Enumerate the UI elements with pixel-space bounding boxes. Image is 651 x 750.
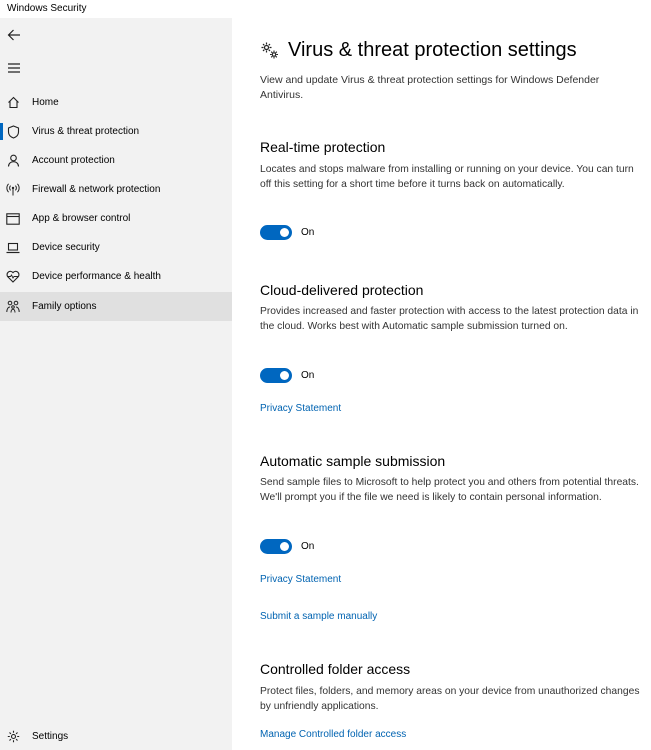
sidebar (0, 18, 232, 750)
family-icon (6, 300, 20, 314)
realtime-protection-title: Real-time protection (260, 139, 386, 155)
submit-sample-manually-link[interactable]: Submit a sample manually (260, 611, 378, 622)
sidebar-item-label: Device performance & health (32, 271, 161, 282)
sample-submission-toggle[interactable] (260, 539, 292, 554)
hamburger-menu-button[interactable] (6, 60, 22, 76)
sidebar-item-label: Virus & threat protection (32, 126, 140, 137)
cloud-protection-toggle-label: On (301, 370, 315, 381)
cloud-privacy-statement-link[interactable]: Privacy Statement (260, 403, 342, 414)
cloud-protection-toggle-row (260, 368, 314, 383)
realtime-protection-toggle-label: On (301, 227, 315, 238)
sidebar-item-label: Account protection (32, 155, 115, 166)
realtime-protection-toggle-row (260, 225, 314, 240)
sidebar-item-app-browser-control[interactable] (0, 204, 232, 233)
cloud-protection-title: Cloud-delivered protection (260, 282, 424, 298)
heart-pulse-icon (6, 270, 20, 284)
sample-submission-toggle-row (260, 539, 314, 554)
toggle-knob (280, 371, 289, 380)
sidebar-item-virus-threat-protection[interactable] (0, 117, 232, 146)
controlled-folder-access-title: Controlled folder access (260, 661, 411, 677)
sidebar-item-label: Settings (32, 730, 69, 742)
window-title: Windows Security (7, 3, 87, 14)
toggle-knob (280, 542, 289, 551)
sample-submission-description: Send sample files to Microsoft to help protect you and others from potential threats. We'll prompt you if the file we need is likely to contain personal information. (260, 477, 639, 503)
laptop-icon (6, 241, 20, 255)
realtime-protection-description: Locates and stops malware from installing or running on your device. You can turn off this setting for a short time before it turns back on automatically. (260, 164, 634, 190)
home-icon (6, 96, 20, 110)
page-title-text: Virus & threat protection settings (288, 39, 577, 61)
sidebar-item-home[interactable] (0, 88, 232, 117)
shield-icon (6, 125, 20, 139)
sample-privacy-statement-link[interactable]: Privacy Statement (260, 574, 342, 585)
hamburger-icon (7, 62, 21, 74)
cloud-protection-description: Provides increased and faster protection with access to the latest protection data in the cloud. Works best with Automatic sample submission turned on. (260, 306, 639, 332)
controlled-folder-access-description: Protect files, folders, and memory areas on your device from unauthorized changes by unfriendly applications. (260, 686, 640, 712)
toggle-knob (280, 228, 289, 237)
back-button[interactable] (6, 27, 22, 43)
sidebar-item-label: Home (32, 97, 59, 108)
antenna-icon (6, 183, 20, 197)
page-title (260, 39, 577, 62)
page-description: View and update Virus & threat protection settings for Windows Defender Antivirus. (260, 74, 600, 101)
sidebar-item-account-protection[interactable] (0, 146, 232, 175)
sidebar-item-family-options[interactable] (0, 292, 232, 321)
realtime-protection-toggle[interactable] (260, 225, 292, 240)
sample-submission-title: Automatic sample submission (260, 453, 446, 469)
gears-icon (260, 41, 280, 61)
sidebar-item-label: Family options (32, 301, 97, 312)
sidebar-item-label: App & browser control (32, 213, 131, 224)
person-icon (6, 154, 20, 168)
gear-icon (6, 729, 20, 743)
manage-controlled-folder-access-link[interactable]: Manage Controlled folder access (260, 729, 407, 740)
sidebar-item-label: Device security (32, 242, 100, 253)
sample-submission-toggle-label: On (301, 541, 315, 552)
back-arrow-icon (7, 28, 21, 42)
cloud-protection-toggle[interactable] (260, 368, 292, 383)
sidebar-item-device-security[interactable] (0, 233, 232, 262)
sidebar-item-settings[interactable] (0, 722, 232, 750)
sidebar-item-label: Firewall & network protection (32, 184, 161, 195)
sidebar-item-firewall-network-protection[interactable] (0, 175, 232, 204)
sidebar-item-device-performance-health[interactable] (0, 262, 232, 291)
app-window-icon (6, 212, 20, 226)
